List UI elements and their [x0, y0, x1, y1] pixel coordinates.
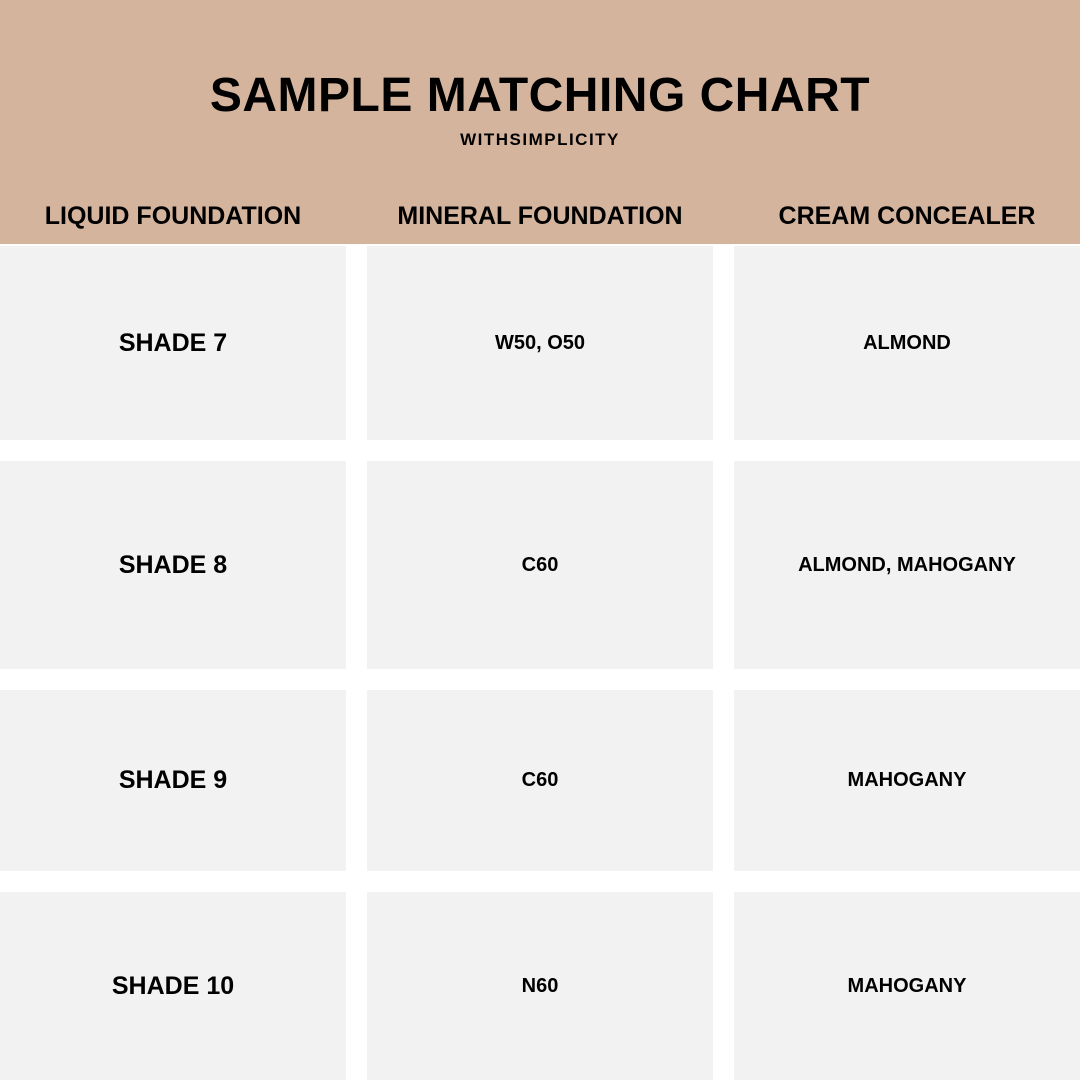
header-banner [0, 0, 1080, 244]
table-cell-cream-concealer: ALMOND, MAHOGANY [734, 461, 1080, 669]
table-cell-liquid-foundation: SHADE 10 [0, 892, 346, 1080]
table-cell-mineral-foundation: C60 [367, 461, 713, 669]
table-cell-cream-concealer: MAHOGANY [734, 892, 1080, 1080]
page-title: SAMPLE MATCHING CHART [209, 69, 871, 122]
column-header-mineral-foundation: MINERAL FOUNDATION [397, 202, 683, 230]
page-subtitle: WITHSIMPLICITY [460, 130, 620, 149]
table-cell-mineral-foundation: W50, O50 [367, 246, 713, 440]
column-header-liquid-foundation: LIQUID FOUNDATION [44, 202, 302, 230]
column-header-cream-concealer: CREAM CONCEALER [778, 202, 1036, 230]
table-cell-mineral-foundation: C60 [367, 690, 713, 871]
table-cell-liquid-foundation: SHADE 7 [0, 246, 346, 440]
table-cell-cream-concealer: ALMOND [734, 246, 1080, 440]
table-cell-liquid-foundation: SHADE 8 [0, 461, 346, 669]
table-cell-cream-concealer: MAHOGANY [734, 690, 1080, 871]
table-cell-mineral-foundation: N60 [367, 892, 713, 1080]
table-cell-liquid-foundation: SHADE 9 [0, 690, 346, 871]
